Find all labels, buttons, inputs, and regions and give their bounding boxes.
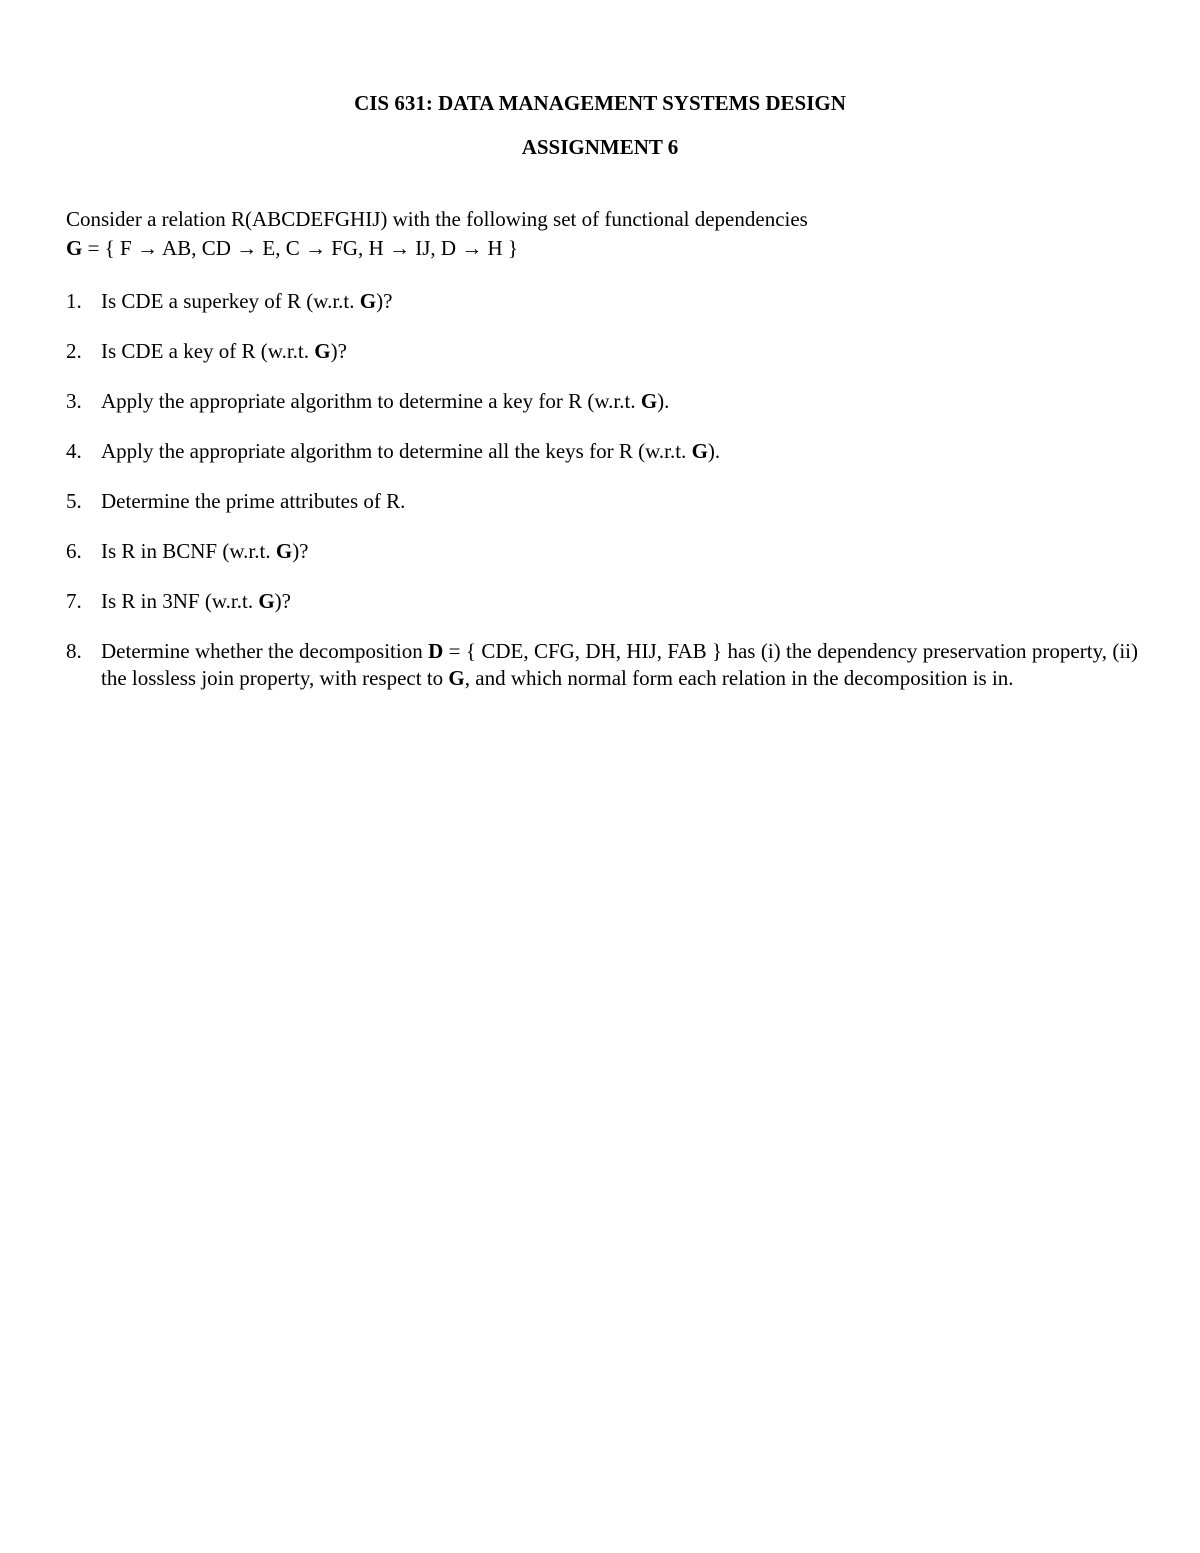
question-item	[66, 388, 1138, 415]
question-number: 6.	[66, 539, 82, 563]
question-text: Is R in BCNF (w.r.t. G)?	[101, 539, 309, 563]
question-number: 2.	[66, 339, 82, 363]
intro-line: Consider a relation R(ABCDEFGHIJ) with the following set of functional dependencies	[66, 207, 808, 231]
question-number: 1.	[66, 289, 82, 313]
question-number: 5.	[66, 489, 82, 513]
dependency-set-symbol: G	[66, 236, 83, 260]
question-number: 8.	[66, 639, 82, 663]
question-item	[66, 438, 1138, 465]
question-number: 7.	[66, 589, 82, 613]
question-text: Determine the prime attributes of R.	[101, 489, 406, 513]
question-item	[66, 638, 1138, 692]
question-item	[66, 538, 1138, 565]
question-number: 4.	[66, 439, 82, 463]
question-text: Is R in 3NF (w.r.t. G)?	[101, 589, 291, 613]
question-text: Apply the appropriate algorithm to determine all the keys for R (w.r.t. G).	[101, 439, 721, 463]
dependency-set	[66, 234, 1138, 263]
question-item	[66, 488, 1138, 515]
question-text: Is CDE a key of R (w.r.t. G)?	[101, 339, 347, 363]
question-item	[66, 338, 1138, 365]
question-text: Determine whether the decomposition D = { CDE, CFG, DH, HIJ, FAB } has (i) the dependency preservation property, (ii) the lossless join property, with respect to G, and which normal form each relation in the decomposition is in.	[101, 639, 1138, 690]
assignment-title: ASSIGNMENT 6	[521, 135, 679, 159]
question-text: Is CDE a superkey of R (w.r.t. G)?	[101, 289, 393, 313]
question-text: Apply the appropriate algorithm to determine a key for R (w.r.t. G).	[101, 389, 670, 413]
question-number: 3.	[66, 389, 82, 413]
dependency-set-text: = { F → AB, CD → E, C → FG, H → IJ, D → H }	[82, 236, 519, 260]
question-item	[66, 588, 1138, 615]
question-item	[66, 288, 1138, 315]
course-title: CIS 631: DATA MANAGEMENT SYSTEMS DESIGN	[354, 91, 846, 115]
problem-statement	[66, 205, 1138, 263]
question-list	[66, 288, 1138, 715]
